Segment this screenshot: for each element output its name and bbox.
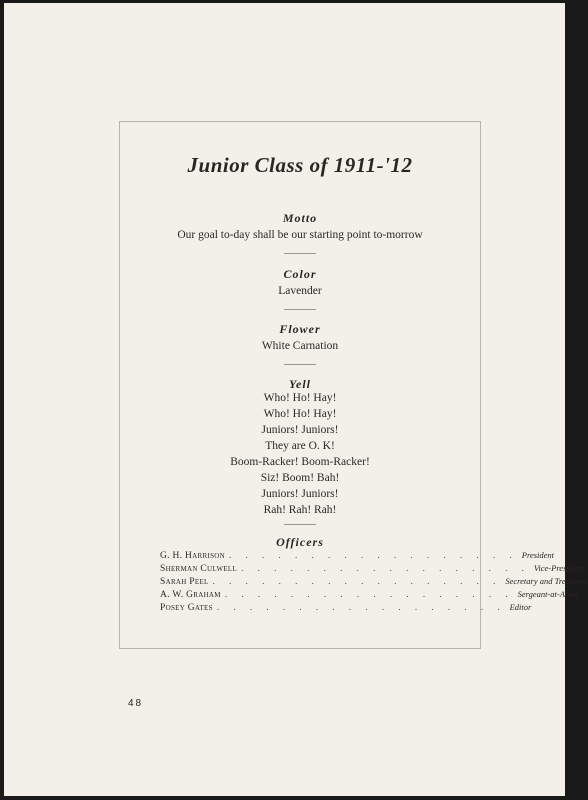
flower-text: White Carnation [261, 340, 339, 352]
officers-heading: Officers [276, 535, 324, 549]
motto-text: Our goal to-day shall be our starting point to-morrow [177, 229, 423, 241]
officer-title: Sergeant-at-Arms [517, 589, 578, 599]
officer-row [160, 589, 578, 602]
divider [284, 253, 316, 254]
divider [284, 524, 316, 525]
color-heading: Color [283, 267, 317, 281]
yell-line: Who! Ho! Hay! [263, 392, 337, 404]
yell-line: Rah! Rah! Rah! [263, 504, 337, 516]
officer-name: Sarah Peel [160, 577, 209, 587]
yell-line: Boom-Racker! Boom-Racker! [230, 456, 370, 468]
yell-line: Who! Ho! Hay! [263, 408, 337, 420]
leader-dots: . . . . . . . . . . . . . . . . . . [241, 563, 530, 573]
yell-line: They are O. K! [265, 440, 335, 452]
officer-name: G. H. Harrison [160, 551, 226, 561]
officer-name: A. W. Graham [160, 590, 221, 600]
officer-row [160, 576, 588, 589]
officer-name: Posey Gates [160, 603, 213, 613]
yell-heading: Yell [289, 377, 311, 391]
leader-dots: . . . . . . . . . . . . . . . . . . [216, 602, 506, 612]
leader-dots: . . . . . . . . . . . . . . . . . . [229, 550, 518, 560]
page-title: Junior Class of 1911-'12 [187, 153, 413, 177]
officer-title: Vice-President [533, 563, 584, 573]
leader-dots: . . . . . . . . . . . . . . . . . . [212, 576, 502, 586]
divider [284, 364, 316, 365]
officer-title: President [521, 550, 555, 560]
leader-dots: . . . . . . . . . . . . . . . . . . [224, 589, 514, 599]
yell-line: Siz! Boom! Bah! [260, 472, 340, 484]
page-number: 48 [128, 698, 144, 709]
officer-name: Sherman Culwell [160, 564, 238, 574]
officer-row [160, 602, 532, 615]
officer-row [160, 550, 555, 563]
color-text: Lavender [278, 285, 322, 297]
officer-title: Secretary and Treasurer [505, 576, 588, 586]
motto-heading: Motto [282, 211, 318, 225]
yell-line: Juniors! Juniors! [261, 488, 339, 500]
flower-heading: Flower [279, 322, 321, 336]
divider [284, 309, 316, 310]
yell-line: Juniors! Juniors! [261, 424, 339, 436]
officer-title: Editor [509, 602, 532, 612]
officer-row [160, 563, 584, 576]
